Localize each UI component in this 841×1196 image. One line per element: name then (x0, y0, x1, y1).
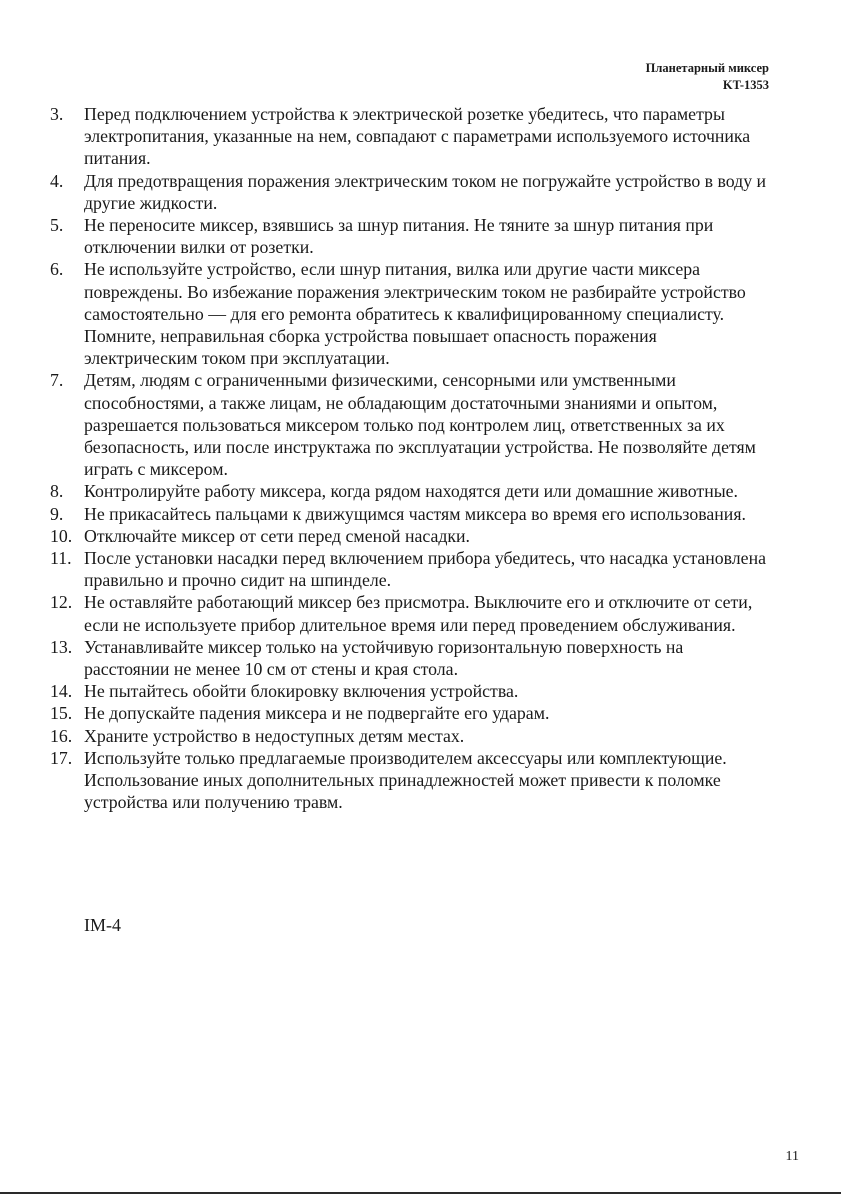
item-text: Контролируйте работу миксера, когда рядом находятся дети или домашние животные. (84, 481, 738, 502)
item-number: 16. (50, 725, 73, 746)
list-item (50, 503, 770, 525)
safety-instructions-list (50, 103, 770, 814)
item-text: Отключайте миксер от сети перед сменой насадки. (84, 525, 471, 546)
running-header (646, 60, 769, 94)
list-item (50, 369, 770, 480)
item-number: 10. (50, 525, 73, 546)
list-item (50, 547, 770, 591)
item-text: Не переносите миксер, взявшись за шнур питания. Не тяните за шнур питания при отключении вилки от розетки. (84, 215, 714, 258)
list-item (50, 525, 770, 547)
list-item (50, 258, 770, 369)
list-item (50, 680, 770, 702)
item-text: Не оставляйте работающий миксер без присмотра. Выключите его и отключите от сети, если не используете прибор длительное время или перед проведением обслуживания. (84, 592, 753, 635)
page-bottom-rule (0, 1192, 841, 1194)
list-item (50, 747, 770, 814)
list-item (50, 170, 770, 214)
item-text: Не прикасайтесь пальцами к движущимся частям миксера во время его использования. (84, 503, 746, 524)
list-item (50, 103, 770, 170)
item-number: 7. (50, 370, 64, 391)
list-item (50, 480, 770, 502)
item-number: 14. (50, 681, 73, 702)
page-number: 11 (785, 1149, 799, 1164)
item-text: Для предотвращения поражения электрическим током не погружайте устройство в воду и другие жидкости. (84, 170, 767, 213)
item-text: Перед подключением устройства к электрической розетке убедитесь, что параметры электропитания, указанные на нем, совпадают с параметрами используемого источника питания. (84, 104, 751, 169)
item-number: 9. (50, 503, 64, 524)
item-text: После установки насадки перед включением прибора убедитесь, что насадка установлена правильно и прочно сидит на шпинделе. (84, 548, 766, 591)
item-number: 4. (50, 170, 64, 191)
item-text: Не используйте устройство, если шнур питания, вилка или другие части миксера повреждены. Во избежание поражения электрическим током не разбирайте устройство самостоятельно — для его ремонта обратитесь к квалифицированному специалисту. Помните, неправильная сборка устройства повышает опасность поражения электрическим током при эксплуатации. (84, 259, 746, 369)
list-item (50, 636, 770, 680)
item-text: Не допускайте падения миксера и не подвергайте его ударам. (84, 703, 550, 724)
product-name: Планетарный миксер (645, 61, 769, 75)
item-number: 3. (50, 104, 64, 124)
item-number: 6. (50, 259, 64, 280)
item-number: 17. (50, 747, 73, 768)
item-number: 11. (50, 548, 72, 569)
item-text: Детям, людям с ограниченными физическими, сенсорными или умственными способностями, а также лицам, не обладающим достаточными знаниями и опытом, разрешается пользоваться миксером только под контролем лиц, ответственных за их безопасность, или после инструктажа по эксплуатации устройства. Не позволяйте детям играть с миксером. (84, 370, 756, 480)
item-text: Не пытайтесь обойти блокировку включения устройства. (84, 681, 519, 702)
item-number: 13. (50, 636, 73, 657)
document-code: IM-4 (84, 915, 121, 935)
list-item (50, 214, 770, 258)
item-number: 15. (50, 703, 73, 724)
list-item (50, 702, 770, 724)
list-item (50, 725, 770, 747)
item-number: 12. (50, 592, 73, 613)
model-number: KT-1353 (722, 78, 769, 92)
item-text: Храните устройство в недоступных детям местах. (84, 725, 465, 746)
item-text: Используйте только предлагаемые производителем аксессуары или комплектующие. Использование иных дополнительных принадлежностей может привести к поломке устройства или получению травм. (84, 747, 727, 813)
list-item (50, 591, 770, 635)
item-number: 8. (50, 481, 64, 502)
item-number: 5. (50, 215, 64, 236)
item-text: Устанавливайте миксер только на устойчивую горизонтальную поверхность на расстоянии не менее 10 см от стены и края стола. (84, 636, 684, 680)
